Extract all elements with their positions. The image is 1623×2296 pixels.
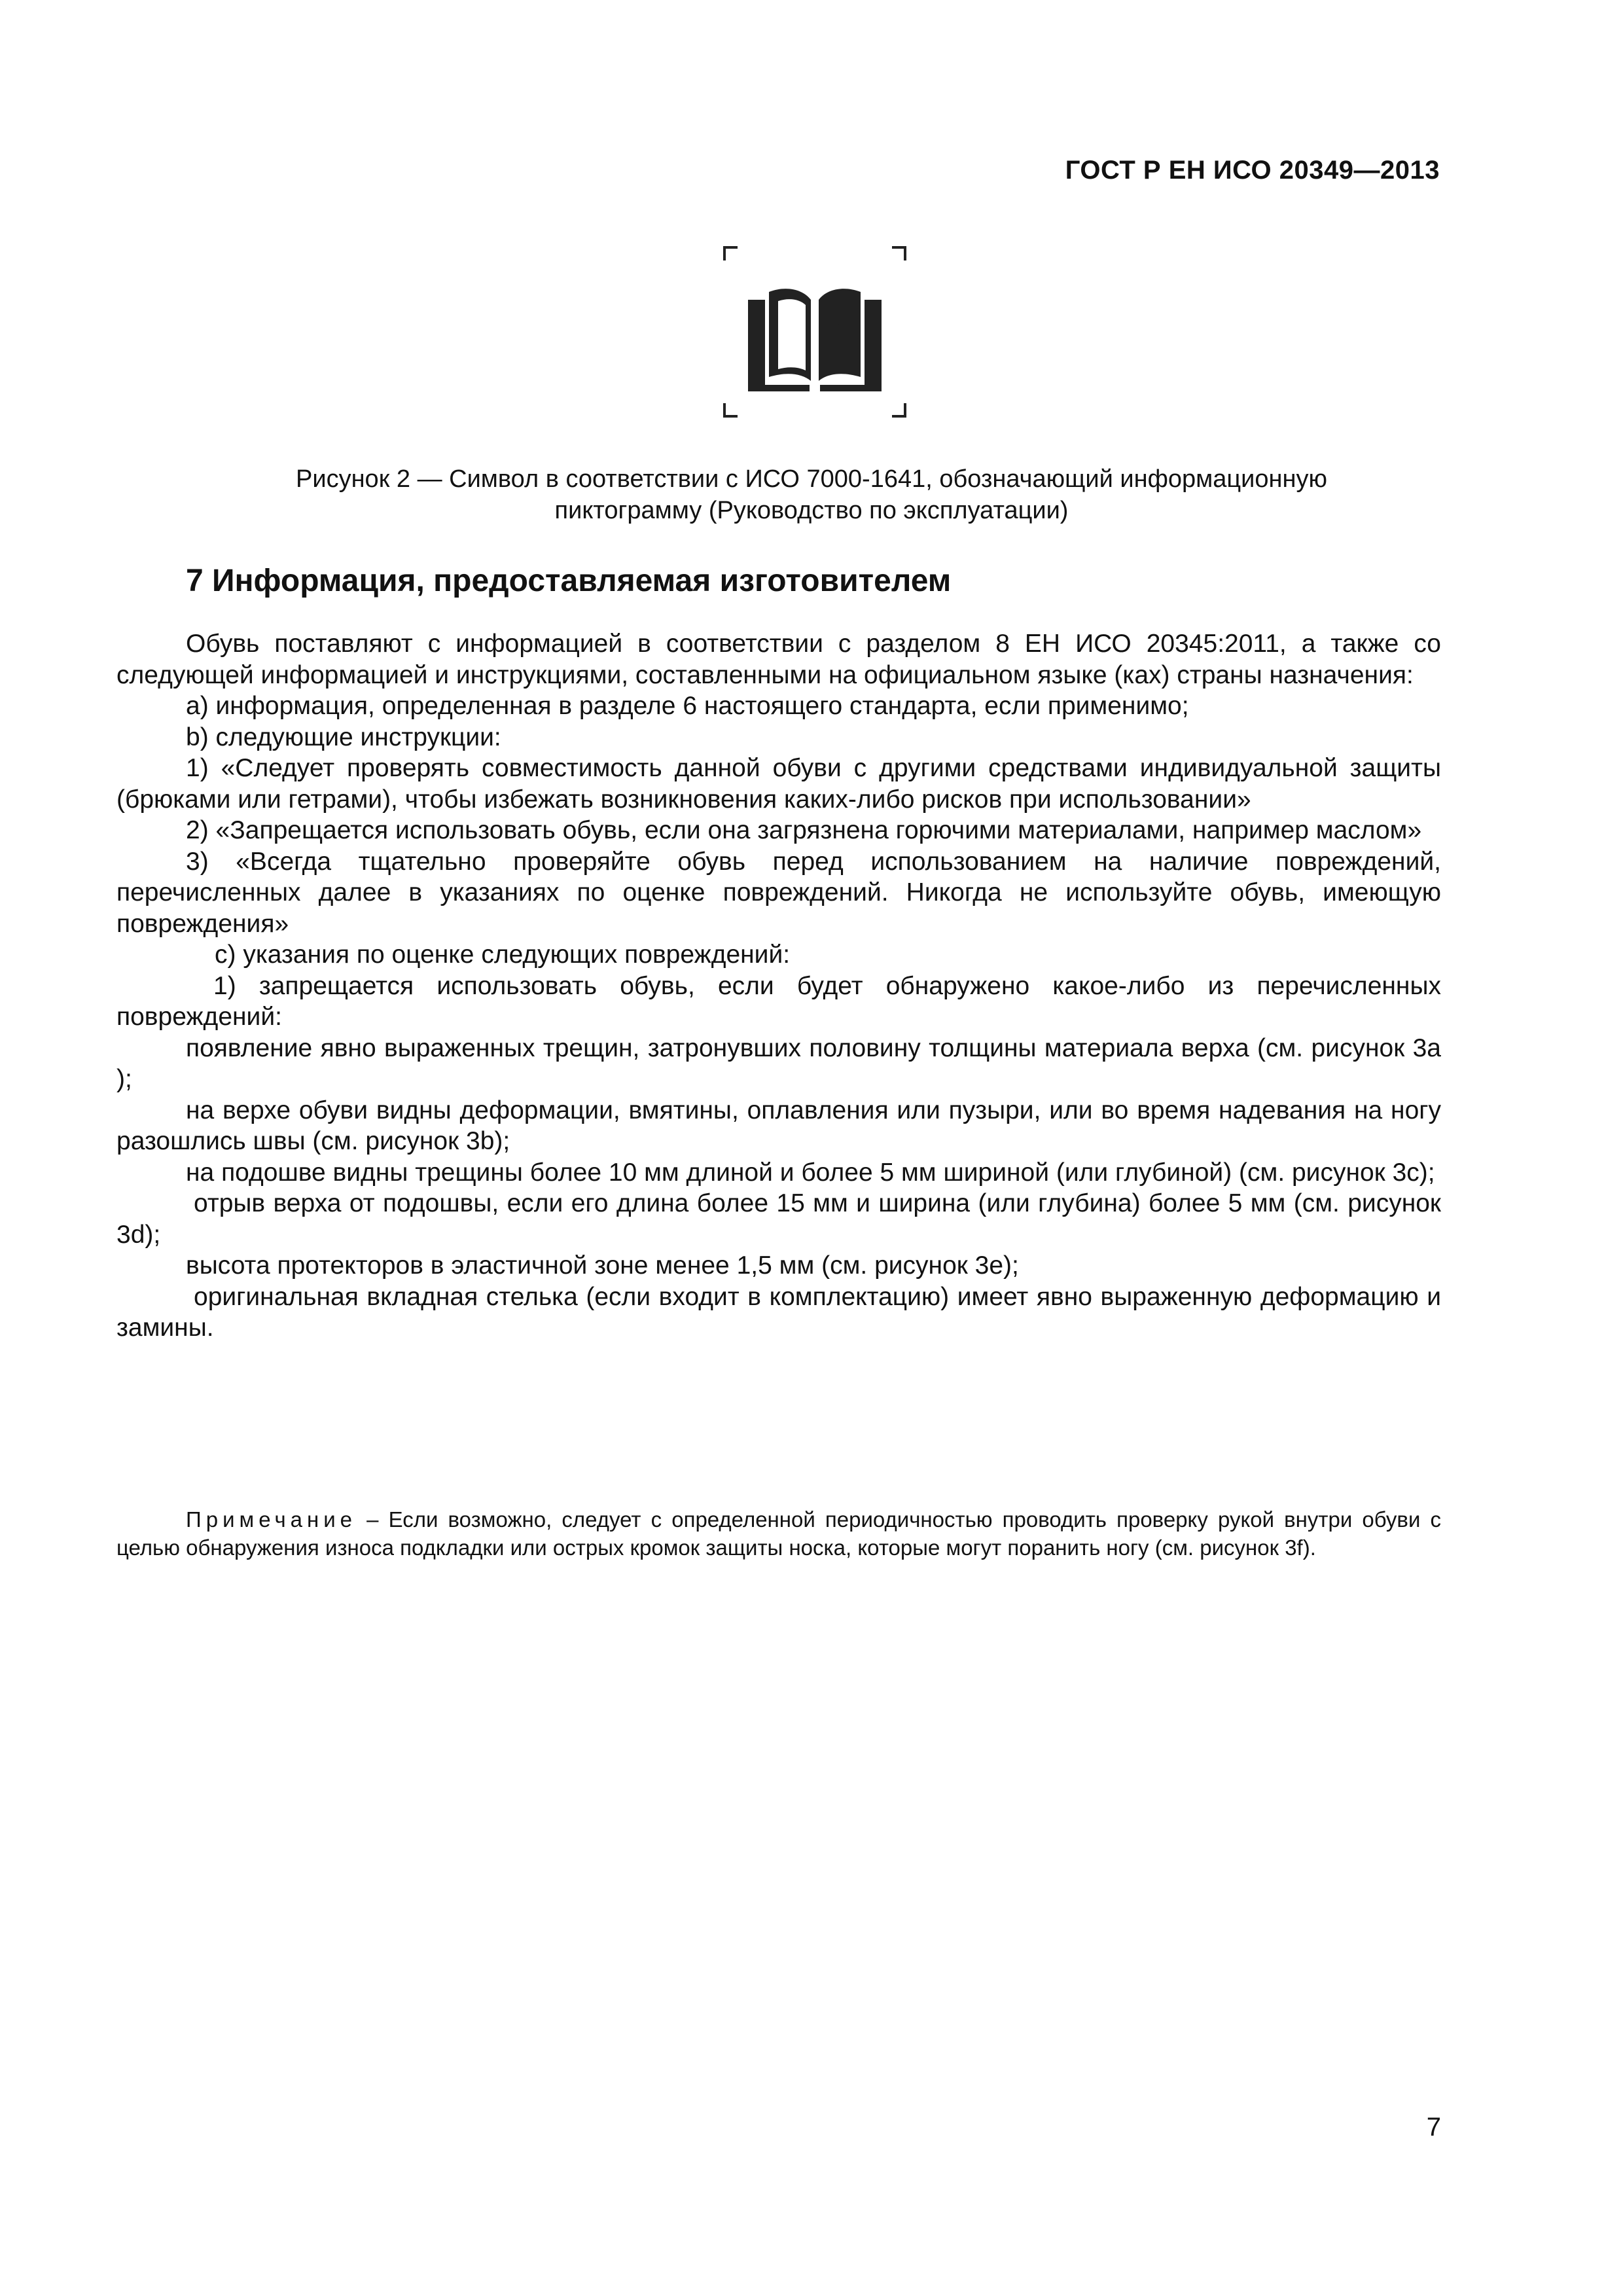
figure-caption — [131, 463, 1492, 526]
damage-rule-1: 1) запрещается использовать обувь, если будет обнаружено какое-либо из перечисленных повреждений: — [116, 971, 1441, 1031]
list-item-a: a) информация, определенная в разделе 6 настоящего стандарта, если применимо; — [186, 692, 1189, 720]
damage-item: на верхе обуви видны деформации, вмятины, оплавления или пузыри, или во время надевания на ногу разошлись швы (см. рисунок 3b); — [116, 1096, 1441, 1155]
list-item-b: b) следующие инструкции: — [186, 723, 501, 751]
damage-item: высота протекторов в эластичной зоне менее 1,5 мм (см. рисунок 3e); — [186, 1251, 1019, 1280]
list-item-c: c) указания по оценке следующих повреждений: — [215, 941, 791, 969]
section-body — [116, 628, 1441, 1344]
instruction-3: 3) «Всегда тщательно проверяйте обувь перед использованием на наличие повреждений, перечисленных далее в указаниях по оценке повреждений. Никогда не используйте обувь, имеющую повреждения» — [116, 847, 1441, 938]
note-label: Примечание — [186, 1507, 357, 1532]
damage-item: на подошве видны трещины более 10 мм длиной и более 5 мм шириной (или глубиной) (см. рисунок 3c); — [186, 1158, 1435, 1187]
note — [116, 1505, 1441, 1562]
document-standard-id: ГОСТ Р ЕН ИСО 20349—2013 — [1065, 156, 1440, 185]
instruction-1: 1) «Следует проверять совместимость данной обуви с другими средствами индивидуальной защиты (брюками или гетрами), чтобы избежать возникновения каких-либо рисков при использовании» — [116, 754, 1441, 814]
page-number: 7 — [1426, 2113, 1441, 2142]
section-title: 7 Информация, предоставляемая изготовителем — [186, 564, 952, 598]
manual-info-icon — [723, 246, 906, 418]
note-text: – Если возможно, следует с определенной периодичностью проводить проверку рукой внутри обуви с целью обнаружения износа подкладки или острых кромок защиты носка, которые могут поранить ногу (см. рисунок 3f). — [116, 1507, 1441, 1560]
instruction-2: 2) «Запрещается использовать обувь, если она загрязнена горючими материалами, например маслом» — [186, 816, 1422, 844]
figure-caption-line1: Рисунок 2 — Символ в соответствии с ИСО 7000-1641, обозначающий информационную — [296, 465, 1327, 493]
damage-item: отрыв верха от подошвы, если его длина более 15 мм и ширина (или глубина) более 5 мм (см. рисунок 3d); — [116, 1189, 1441, 1249]
paragraph-intro: Обувь поставляют с информацией в соответствии с разделом 8 ЕН ИСО 20345:2011, а также со следующей информацией и инструкциями, составленными на официальном языке (ках) страны назначения: — [116, 630, 1441, 689]
damage-item: появление явно выраженных трещин, затронувших половину толщины материала верха (см. рисунок 3a ); — [116, 1033, 1441, 1093]
figure-caption-line2: пиктограмму (Руководство по эксплуатации) — [554, 497, 1069, 524]
damage-item: оригинальная вкладная стелька (если входит в комплектацию) имеет явно выраженную деформацию и замины. — [116, 1282, 1441, 1342]
